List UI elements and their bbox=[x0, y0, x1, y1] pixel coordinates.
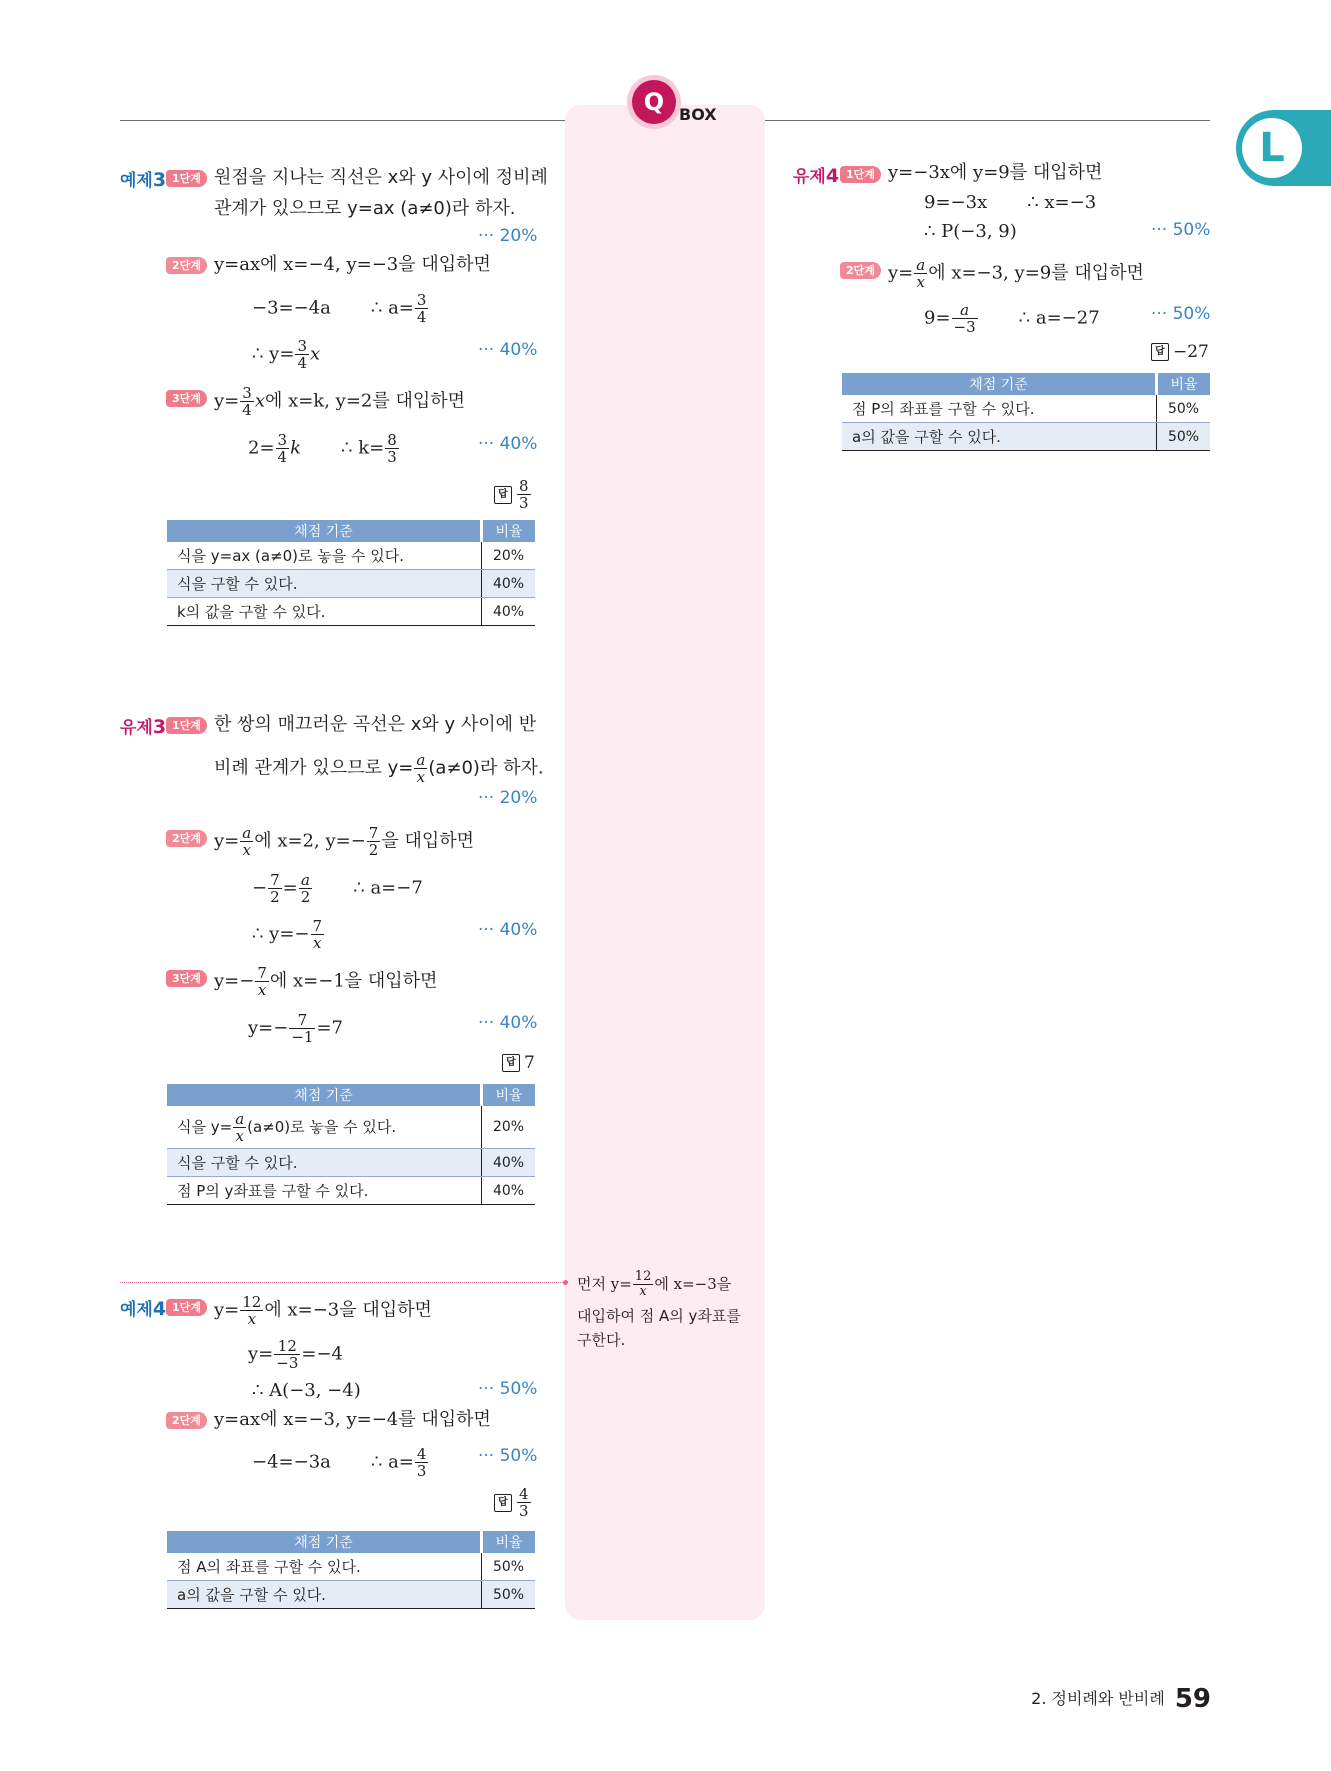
chapter-title: 2. 정비례와 반비례 bbox=[1031, 1689, 1165, 1708]
example4-step2-eq: −4=−3a ∴ a= $\frac{4}{3}$ bbox=[252, 1445, 427, 1480]
table-header-criteria: 채점 기준 bbox=[167, 520, 482, 542]
exercise3-step3: y=− $\frac{7}{x}$ 에 x=−1을 대입하면 bbox=[214, 964, 438, 999]
example4-tag: 예제4 bbox=[120, 1298, 167, 1320]
table-header-ratio: 비율 bbox=[1157, 373, 1211, 395]
score-percent: ··· 40% bbox=[478, 1013, 538, 1033]
example4-step1-result: ∴ A(−3, −4) bbox=[252, 1380, 361, 1401]
exercise4-step2: y= $\frac{a}{x}$ 에 x=−3, y=9를 대입하면 bbox=[888, 256, 1144, 291]
top-rule-right bbox=[765, 120, 1210, 121]
score-percent: ··· 50% bbox=[1151, 304, 1211, 324]
step1-badge: 1단계 bbox=[166, 717, 207, 734]
table-row: 식을 y= $\frac{a}{x}$ (a≠0)로 놓을 수 있다. 20% bbox=[167, 1106, 535, 1149]
note-connector bbox=[120, 1282, 565, 1283]
grading-table-example4 bbox=[167, 1531, 535, 1609]
level-badge-letter: L bbox=[1242, 118, 1302, 178]
answer-mark-icon: 답 bbox=[494, 1494, 512, 1512]
example3-step2: y=ax에 x=−4, y=−3을 대입하면 bbox=[214, 254, 491, 275]
table-row: 점 P의 y좌표를 구할 수 있다. 40% bbox=[167, 1177, 535, 1205]
table-row: 식을 y=ax (a≠0)로 놓을 수 있다. 20% bbox=[167, 542, 535, 570]
step3-badge: 3단계 bbox=[166, 390, 207, 407]
exercise4-step2-eq: 9= $\frac{a}{-3}$ ∴ a=−27 bbox=[924, 301, 1100, 336]
table-header-criteria: 채점 기준 bbox=[842, 373, 1157, 395]
step1-badge: 1단계 bbox=[166, 170, 207, 187]
score-percent: ··· 50% bbox=[1151, 220, 1211, 240]
answer-mark-icon: 답 bbox=[494, 486, 512, 504]
answer: 답 −27 bbox=[1151, 342, 1209, 362]
table-header-ratio: 비율 bbox=[482, 1084, 536, 1106]
page-number: 59 bbox=[1174, 1684, 1211, 1714]
table-row: 식을 구할 수 있다. 40% bbox=[167, 1149, 535, 1177]
table-row: 점 A의 좌표를 구할 수 있다. 50% bbox=[167, 1553, 535, 1581]
score-percent: ··· 20% bbox=[478, 788, 538, 808]
exercise3-tag: 유제3 bbox=[120, 716, 167, 738]
answer: 답 $\frac{8}{3}$ bbox=[494, 478, 532, 511]
exercise4-step1: y=−3x에 y=9를 대입하면 bbox=[888, 162, 1103, 183]
grading-table-example3 bbox=[167, 520, 535, 626]
answer: 답 $\frac{4}{3}$ bbox=[494, 1486, 532, 1519]
level-badge bbox=[1236, 110, 1331, 186]
exercise4-step1-eq: 9=−3x ∴ x=−3 bbox=[924, 192, 1097, 213]
step2-badge: 2단계 bbox=[840, 262, 881, 279]
example3-line1: 원점을 지나는 직선은 x와 y 사이에 정비례 bbox=[214, 167, 548, 188]
table-row: k의 값을 구할 수 있다. 40% bbox=[167, 598, 535, 626]
example3-step3: y= $\frac{3}{4}$ x에 x=k, y=2를 대입하면 bbox=[214, 384, 466, 419]
score-percent: ··· 50% bbox=[478, 1446, 538, 1466]
step1-badge: 1단계 bbox=[840, 166, 881, 183]
q-box-label: BOX bbox=[679, 105, 717, 124]
grading-table-exercise4 bbox=[842, 373, 1210, 451]
q-box-icon: Q bbox=[632, 80, 676, 124]
table-header-ratio: 비율 bbox=[482, 1531, 536, 1553]
example3-step3-eq: 2= $\frac{3}{4}$ k ∴ k= $\frac{8}{3}$ bbox=[248, 431, 397, 466]
q-box-note-line1: 먼저 y= $\frac{12}{x}$ 에 x=−3을 bbox=[577, 1269, 732, 1299]
example4-step2: y=ax에 x=−3, y=−4를 대입하면 bbox=[214, 1409, 491, 1430]
grading-table-exercise3 bbox=[167, 1084, 535, 1205]
answer: 답 7 bbox=[502, 1053, 535, 1073]
score-percent: ··· 40% bbox=[478, 920, 538, 940]
q-box-note-line3: 구한다. bbox=[577, 1331, 626, 1349]
example3-tag: 예제3 bbox=[120, 169, 167, 191]
step2-badge: 2단계 bbox=[166, 257, 207, 274]
step2-badge: 2단계 bbox=[166, 830, 207, 847]
example4-step1: y= $\frac{12}{x}$ 에 x=−3을 대입하면 bbox=[214, 1293, 432, 1328]
example3-step2-eq: −3=−4a ∴ a= $\frac{3}{4}$ bbox=[252, 291, 427, 326]
table-row: 점 P의 좌표를 구할 수 있다. 50% bbox=[842, 395, 1210, 423]
score-percent: ··· 20% bbox=[478, 226, 538, 246]
table-header-criteria: 채점 기준 bbox=[167, 1531, 482, 1553]
exercise3-step3-eq: y=− $\frac{7}{-1}$ =7 bbox=[248, 1011, 344, 1046]
table-header-ratio: 비율 bbox=[482, 520, 536, 542]
example4-step1-eq: y= $\frac{12}{-3}$ =−4 bbox=[248, 1337, 344, 1372]
score-percent: ··· 40% bbox=[478, 434, 538, 454]
step3-badge: 3단계 bbox=[166, 970, 207, 987]
note-connector-dot bbox=[563, 1280, 568, 1285]
example3-line2: 관계가 있으므로 y=ax (a≠0)라 하자. bbox=[214, 198, 516, 219]
page-footer bbox=[1031, 1684, 1211, 1714]
score-percent: ··· 50% bbox=[478, 1379, 538, 1399]
exercise3-step2: y= $\frac{a}{x}$ 에 x=2, y=− $\frac{7}{2}$ 을 대입하면 bbox=[214, 824, 475, 859]
table-header-criteria: 채점 기준 bbox=[167, 1084, 482, 1106]
table-row: a의 값을 구할 수 있다. 50% bbox=[167, 1581, 535, 1609]
step1-badge: 1단계 bbox=[166, 1299, 207, 1316]
exercise4-step1-result: ∴ P(−3, 9) bbox=[924, 221, 1017, 242]
table-row: a의 값을 구할 수 있다. 50% bbox=[842, 423, 1210, 451]
exercise3-step2-result: ∴ y=− $\frac{7}{x}$ bbox=[252, 917, 323, 952]
exercise3-line1: 한 쌍의 매끄러운 곡선은 x와 y 사이에 반 bbox=[214, 714, 537, 735]
exercise3-step2-eq: − $\frac{7}{2}$ = $\frac{a}{2}$ ∴ a=−7 bbox=[252, 871, 423, 906]
example3-step2-result: ∴ y= $\frac{3}{4}$ x bbox=[252, 337, 321, 372]
exercise4-tag: 유제4 bbox=[793, 165, 840, 187]
table-row: 식을 구할 수 있다. 40% bbox=[167, 570, 535, 598]
top-rule-left bbox=[120, 120, 565, 121]
q-box-panel bbox=[565, 105, 765, 1620]
score-percent: ··· 40% bbox=[478, 340, 538, 360]
step2-badge: 2단계 bbox=[166, 1412, 207, 1429]
exercise3-line2: 비례 관계가 있으므로 y= $\frac{a}{x}$ (a≠0)라 하자. bbox=[214, 751, 544, 786]
answer-mark-icon: 답 bbox=[502, 1054, 520, 1072]
answer-mark-icon: 답 bbox=[1151, 343, 1169, 361]
q-box-note-line2: 대입하여 점 A의 y좌표를 bbox=[577, 1307, 741, 1325]
